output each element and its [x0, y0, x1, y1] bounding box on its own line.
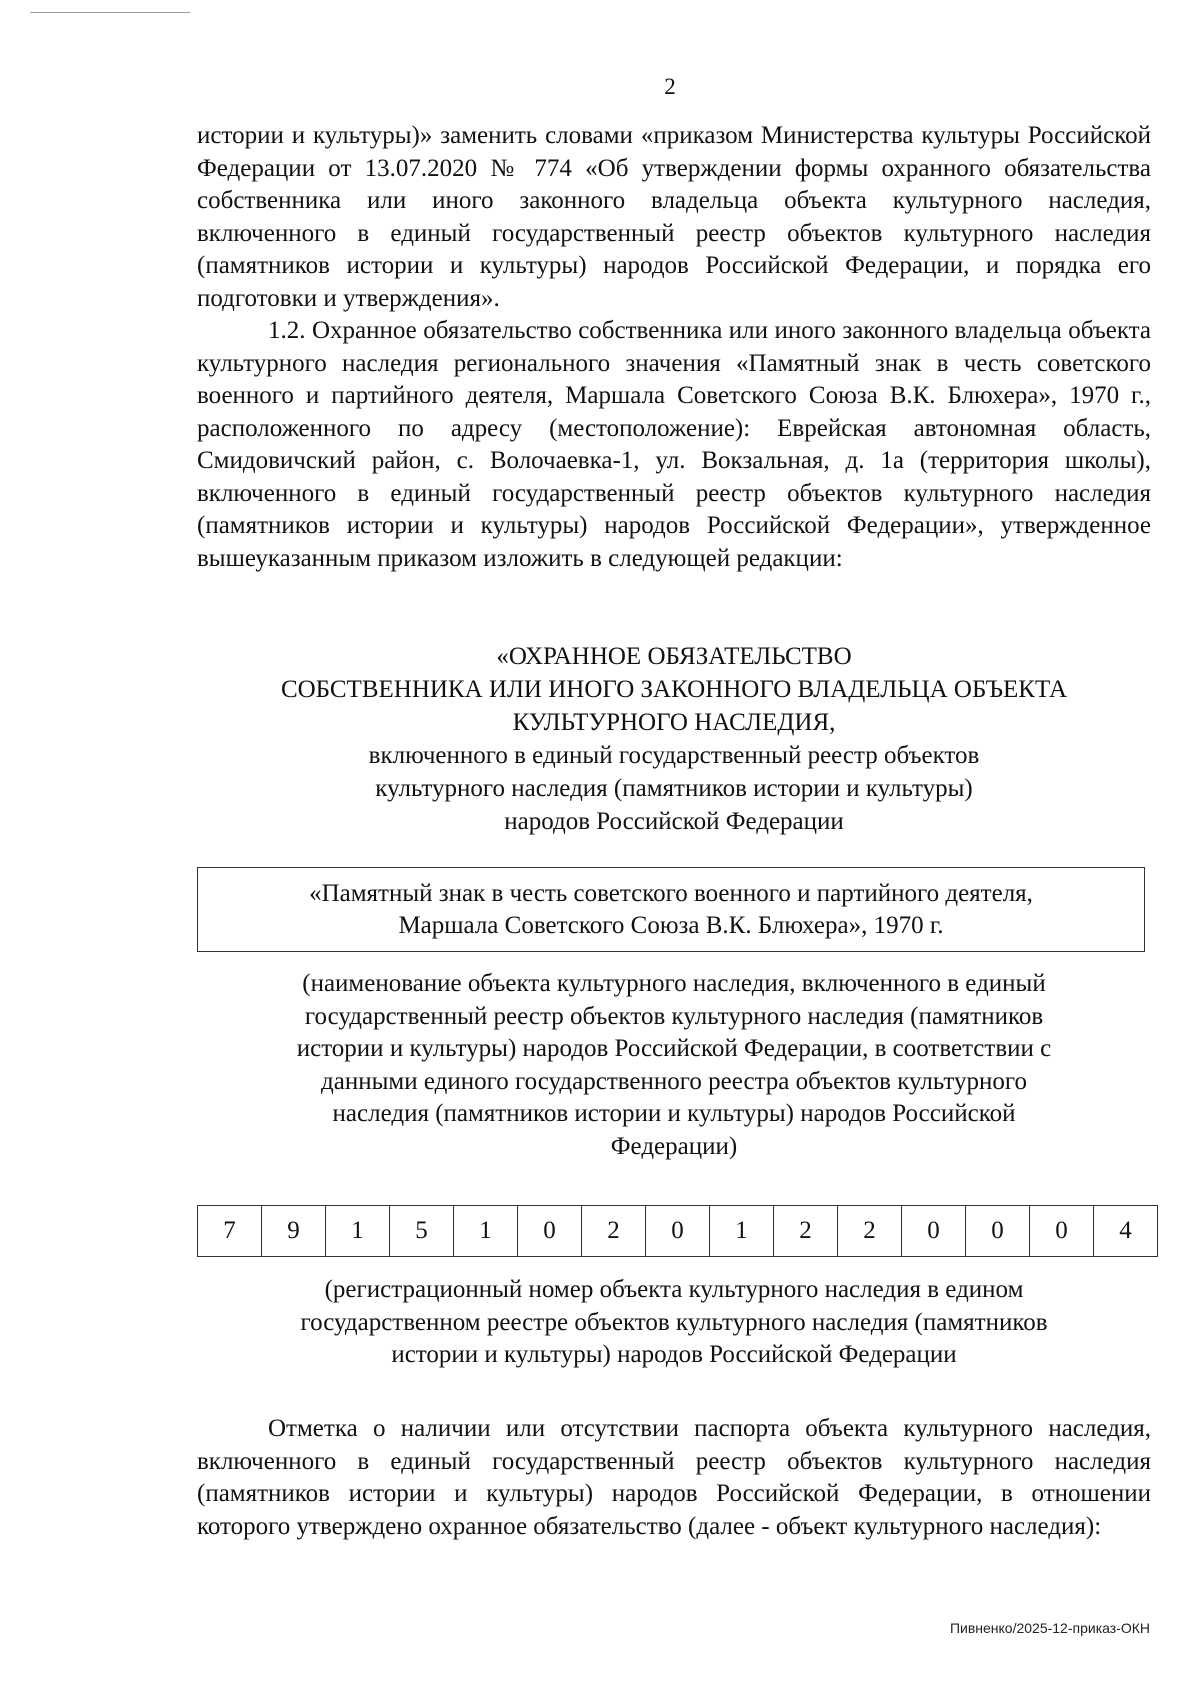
reg-digit-cell: 0	[1030, 1206, 1094, 1257]
registration-number-row	[198, 1206, 1158, 1257]
passport-note-paragraph: Отметка о наличии или отсутствии паспорта объекта культурного наследия, включенного в единый государственный реестр объектов культурного наследия (памятников истории и культуры) народов Российской Федерации, в отношении которого утверждено охранное обязательство (далее - объект культурного наследия):	[197, 1415, 1151, 1540]
heading-line: «ОХРАННОЕ ОБЯЗАТЕЛЬСТВО	[496, 643, 852, 670]
caption-line: наследия (памятников истории и культуры) народов Российской	[332, 1100, 1016, 1127]
reg-digit-cell: 0	[966, 1206, 1030, 1257]
reg-digit-cell: 0	[902, 1206, 966, 1257]
reg-digit-cell: 1	[454, 1206, 518, 1257]
paragraph-1-2: 1.2. Охранное обязательство собственника или иного законного владельца объекта культурного наследия регионального значения «Памятный знак в честь советского военного и партийного деятеля, Маршала Советского Союза В.К. Блюхера», 1970 г., расположенного по адресу (местоположение): Еврейская автономная область, Смидовичский район, с. Волочаевка-1, ул. Вокзальная, д. 1а (территория школы), включенного в единый государственный реестр объектов культурного наследия (памятников истории и культуры) народов Российской Федерации», утвержденное вышеуказанным приказом изложить в следующей редакции:	[197, 317, 1151, 572]
registration-number-caption	[197, 1274, 1151, 1372]
reg-digit-cell: 1	[326, 1206, 390, 1257]
reg-digit-cell: 0	[518, 1206, 582, 1257]
reg-digit-cell: 2	[838, 1206, 902, 1257]
object-name-box	[197, 867, 1145, 952]
caption-line: (наименование объекта культурного наследия, включенного в единый	[302, 970, 1046, 997]
page-number: 2	[664, 74, 676, 99]
reg-digit-cell: 2	[582, 1206, 646, 1257]
paragraph-continuation: истории и культуры)» заменить словами «приказом Министерства культуры Российской Федерации от 13.07.2020 № 774 «Об утверждении формы охранного обязательства собственника или иного законного владельца объекта культурного наследия, включенного в единый государственный реестр объектов культурного наследия (памятников истории и культуры) народов Российской Федерации, и порядка его подготовки и утверждения».	[197, 122, 1151, 312]
reg-digit-cell: 5	[390, 1206, 454, 1257]
heading-subline: включенного в единый государственный реестр объектов	[368, 742, 980, 769]
caption-line: истории и культуры) народов Российской Федерации	[391, 1341, 957, 1368]
object-name-line: Маршала Советского Союза В.К. Блюхера», 1970 г.	[398, 912, 944, 939]
heading-line: СОБСТВЕННИКА ИЛИ ИНОГО ЗАКОННОГО ВЛАДЕЛЬЦА ОБЪЕКТА	[280, 676, 1068, 703]
object-name-caption	[197, 968, 1151, 1163]
registration-number-table	[197, 1205, 1158, 1257]
reg-digit-cell: 1	[710, 1206, 774, 1257]
reg-digit-cell: 0	[646, 1206, 710, 1257]
heading-line: КУЛЬТУРНОГО НАСЛЕДИЯ,	[512, 709, 836, 736]
caption-line: данными единого государственного реестра объектов культурного	[321, 1067, 1027, 1095]
bottom-text-block	[197, 1413, 1151, 1543]
document-heading	[197, 640, 1151, 838]
caption-line: Федерации)	[610, 1132, 738, 1160]
caption-line: истории и культуры) народов Российской Федерации, в соответствии с	[296, 1035, 1052, 1062]
object-name-line: «Памятный знак в честь советского военного и партийного деятеля,	[309, 880, 1033, 907]
reg-digit-cell: 4	[1094, 1206, 1158, 1257]
reg-digit-cell: 9	[262, 1206, 326, 1257]
footer-document-code: Пивненко/2025-12-приказ-ОКН	[949, 1620, 1150, 1636]
heading-subline: народов Российской Федерации	[504, 808, 844, 835]
reg-digit-cell: 7	[198, 1206, 262, 1257]
heading-subline: культурного наследия (памятников истории и культуры)	[375, 775, 973, 802]
scan-artifact	[30, 12, 190, 13]
caption-line: государственный реестр объектов культурного наследия (памятников	[304, 1002, 1044, 1030]
top-text-block	[197, 120, 1151, 575]
caption-line: (регистрационный номер объекта культурного наследия в едином	[324, 1276, 1024, 1303]
caption-line: государственном реестре объектов культурного наследия (памятников	[300, 1308, 1048, 1336]
reg-digit-cell: 2	[774, 1206, 838, 1257]
